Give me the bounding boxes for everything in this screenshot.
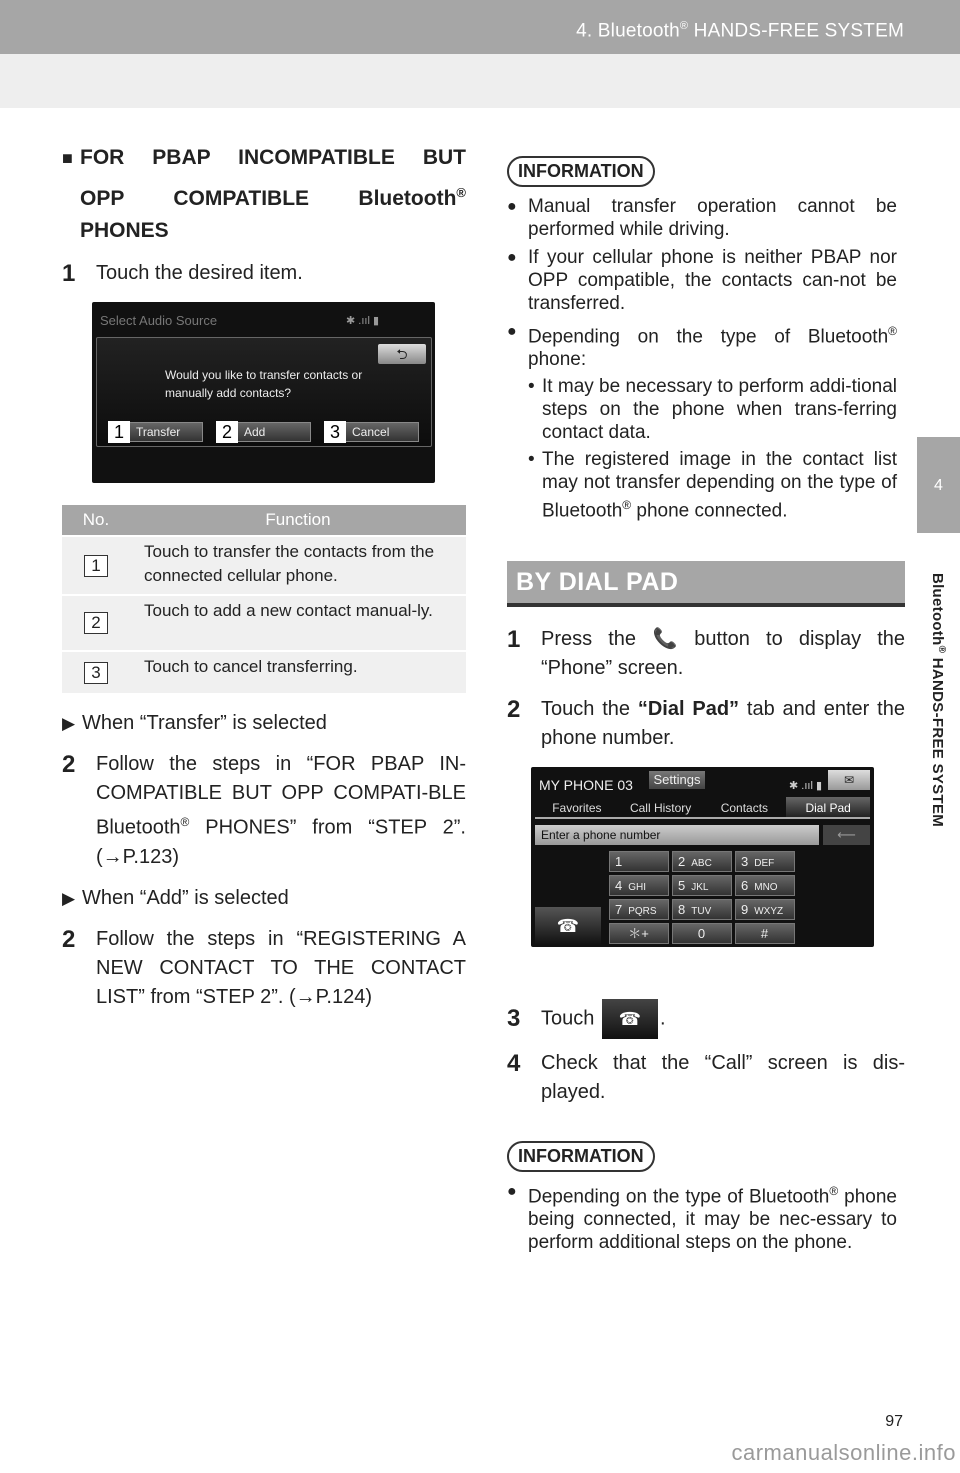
watermark: carmanualsonline.info bbox=[731, 1440, 956, 1465]
tab-call-history[interactable]: Call History bbox=[629, 800, 692, 815]
row-number: 2 bbox=[84, 612, 108, 634]
key-8[interactable]: 8 TUV bbox=[672, 899, 732, 920]
key-4[interactable]: 4 GHI bbox=[609, 875, 669, 896]
info-sub-bullet: • The registered image in the contact list may not transfer depending on the type of Bluetooth® phone connected. bbox=[528, 449, 897, 522]
cancel-button[interactable]: 3 Cancel bbox=[325, 422, 419, 442]
right-column bbox=[507, 142, 905, 1254]
table-row bbox=[62, 595, 466, 651]
dial-pad-screenshot bbox=[531, 767, 874, 947]
heading-bullet: ■ bbox=[62, 148, 73, 168]
step-2-transfer bbox=[62, 750, 466, 872]
left-column bbox=[62, 142, 466, 1012]
key-hash[interactable]: # bbox=[735, 923, 795, 944]
heading-line-2: OPP COMPATIBLE Bluetooth® bbox=[80, 185, 466, 210]
chapter-tab-number: 4 bbox=[934, 477, 943, 494]
chapter-side-label: Bluetooth® HANDS-FREE SYSTEM bbox=[929, 572, 947, 828]
step-text: Follow the steps in “FOR PBAP IN-COMPATIBLE BUT OPP COMPATI-BLE Bluetooth® PHONES” from “STEP 2”. (→P.123) bbox=[96, 753, 466, 868]
step-number: 3 bbox=[507, 1005, 521, 1033]
mail-icon[interactable]: ✉ bbox=[828, 770, 870, 790]
info-bullet: ● Depending on the type of Bluetooth® phone: bbox=[507, 323, 897, 371]
information-label: INFORMATION bbox=[507, 156, 655, 187]
step-number: 4 bbox=[507, 1049, 521, 1077]
phone-tabs bbox=[535, 797, 870, 819]
callout-3: 3 bbox=[324, 421, 346, 443]
heading-line-1: FOR PBAP INCOMPATIBLE BUT bbox=[80, 146, 466, 169]
row-function: Touch to cancel transferring. bbox=[130, 651, 466, 693]
col-function: Function bbox=[130, 505, 466, 536]
step-text: Touch the “Dial Pad” tab and enter the phone number. bbox=[541, 697, 905, 749]
key-star[interactable]: ＊+ bbox=[609, 923, 669, 944]
info-bullet: ● Depending on the type of Bluetooth® phone being connected, it may be nec-essary to perform additional steps on the phone. bbox=[507, 1182, 897, 1253]
dial-step-1 bbox=[507, 625, 905, 683]
tab-favorites[interactable]: Favorites bbox=[552, 800, 602, 815]
step-2-add bbox=[62, 925, 466, 1012]
table-row bbox=[62, 651, 466, 693]
add-button[interactable]: 2 Add bbox=[217, 422, 311, 442]
step-text: Touch ☎ . bbox=[541, 999, 905, 1039]
phone-icon: 📞 bbox=[652, 627, 678, 650]
page-header bbox=[0, 0, 960, 54]
step-text: Check that the “Call” screen is dis-played. bbox=[541, 1051, 905, 1103]
step-text: Touch the desired item. bbox=[96, 262, 303, 284]
callout-2: 2 bbox=[216, 421, 238, 443]
table-row bbox=[62, 536, 466, 595]
info-bullet: ● Manual transfer operation cannot be performed while driving. bbox=[507, 196, 897, 240]
step-number: 2 bbox=[62, 925, 76, 953]
key-1[interactable]: 1 bbox=[609, 851, 669, 872]
settings-button[interactable]: Settings bbox=[649, 771, 705, 789]
dialog-message: Would you like to transfer contacts or manually add contacts? bbox=[165, 368, 363, 400]
row-function: Touch to transfer the contacts from the connected cellular phone. bbox=[130, 536, 466, 595]
screen-title: Select Audio Source bbox=[100, 313, 218, 328]
header-title: 4. Bluetooth® HANDS-FREE SYSTEM bbox=[576, 20, 904, 42]
transfer-dialog-screenshot bbox=[92, 302, 435, 483]
phone-name: MY PHONE 03 bbox=[539, 776, 633, 793]
key-7[interactable]: 7 PQRS bbox=[609, 899, 669, 920]
col-no: No. bbox=[62, 505, 130, 536]
key-5[interactable]: 5 JKL bbox=[672, 875, 732, 896]
call-icon: ☎ bbox=[602, 999, 658, 1039]
step-1 bbox=[62, 259, 466, 288]
when-transfer-heading: ▶ When “Transfer” is selected bbox=[62, 709, 466, 738]
information-label: INFORMATION bbox=[507, 1141, 655, 1172]
chapter-tab bbox=[917, 437, 960, 533]
call-button[interactable]: ☎ bbox=[535, 907, 601, 945]
step-text: Follow the steps in “REGISTERING A NEW CONTACT TO THE CONTACT LIST” from “STEP 2”. (→P.124) bbox=[96, 927, 466, 1008]
key-6[interactable]: 6 MNO bbox=[735, 875, 795, 896]
key-3[interactable]: 3 DEF bbox=[735, 851, 795, 872]
keypad bbox=[609, 851, 795, 944]
step-number: 1 bbox=[507, 625, 521, 653]
page-number: 97 bbox=[885, 1413, 903, 1430]
key-2[interactable]: 2 ABC bbox=[672, 851, 732, 872]
function-table bbox=[62, 505, 466, 693]
section-bar-dial-pad: BY DIAL PAD bbox=[507, 561, 905, 607]
phone-number-input[interactable]: Enter a phone number bbox=[535, 825, 819, 845]
key-9[interactable]: 9 WXYZ bbox=[735, 899, 795, 920]
row-number: 3 bbox=[84, 662, 108, 684]
dial-step-3 bbox=[507, 999, 905, 1039]
info-sub-bullet: • It may be necessary to perform addi-tional steps on the phone when trans-ferring contact data. bbox=[528, 376, 897, 444]
step-number: 2 bbox=[507, 695, 521, 723]
triangle-icon: ▶ bbox=[62, 714, 76, 733]
status-icons: ✱ .ııl ▮ bbox=[346, 315, 379, 327]
step-number: 2 bbox=[62, 751, 76, 778]
row-number: 1 bbox=[84, 555, 108, 577]
back-icon[interactable]: ⮌ bbox=[378, 344, 426, 364]
info-bullet: ● If your cellular phone is neither PBAP nor OPP compatible, the contacts can-not be transferred. bbox=[507, 247, 897, 314]
dial-step-4 bbox=[507, 1049, 905, 1107]
transfer-dialog bbox=[96, 337, 432, 447]
tab-dial-pad[interactable]: Dial Pad bbox=[786, 797, 870, 817]
key-0[interactable]: 0 bbox=[672, 923, 732, 944]
dial-step-2 bbox=[507, 695, 905, 753]
triangle-icon: ▶ bbox=[62, 888, 76, 908]
row-function: Touch to add a new contact manual-ly. bbox=[130, 595, 466, 651]
when-add-heading: ▶ When “Add” is selected bbox=[62, 884, 466, 913]
status-icons: ✱ .ııl ▮ bbox=[789, 779, 822, 792]
heading-line-3: PHONES bbox=[80, 219, 169, 242]
step-text: Press the 📞 button to display the “Phone” screen. bbox=[541, 625, 905, 683]
transfer-button[interactable]: 1 Transfer bbox=[109, 422, 203, 442]
tab-contacts[interactable]: Contacts bbox=[720, 800, 769, 815]
callout-1: 1 bbox=[108, 421, 130, 443]
header-band bbox=[0, 54, 960, 108]
backspace-icon[interactable]: ⟵ bbox=[823, 825, 870, 845]
section-heading-pbap bbox=[62, 142, 466, 247]
step-number: 1 bbox=[62, 260, 76, 287]
